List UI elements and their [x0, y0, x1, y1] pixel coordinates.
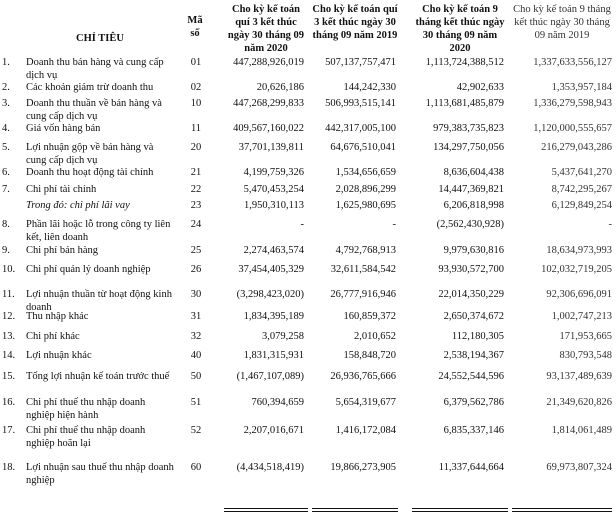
- value-9m-2020: 93,930,572,700: [438, 264, 504, 275]
- row-name: Chi phí bán hàng: [26, 245, 99, 256]
- value-9m-2020: 1,113,724,388,512: [425, 57, 504, 68]
- row-code: 31: [190, 311, 202, 322]
- row-number: 13.: [2, 331, 16, 342]
- value-9m-2019: 92,306,696,091: [546, 289, 612, 300]
- value-q3-2020: 3,079,258: [262, 331, 304, 342]
- value-9m-2019: 1,353,957,184: [551, 82, 612, 93]
- row-number: 2.: [2, 82, 10, 93]
- row-name: Chi phí quản lý doanh nghiệp: [26, 264, 151, 275]
- row-code: 11: [190, 123, 202, 134]
- value-9m-2019: 1,337,633,556,127: [533, 57, 612, 68]
- value-q3-2019: 442,317,005,100: [325, 123, 396, 134]
- value-9m-2020: 42,902,633: [456, 82, 504, 93]
- value-9m-2019: 21,349,620,826: [546, 397, 612, 408]
- value-q3-2019: 506,993,515,141: [325, 98, 396, 109]
- value-q3-2019: 64,676,510,041: [330, 142, 396, 153]
- value-q3-2020: 5,470,453,254: [243, 184, 304, 195]
- total-line-col4b: [512, 511, 612, 512]
- value-9m-2020: 22,014,350,229: [438, 289, 504, 300]
- value-9m-2020: (2,562,430,928): [436, 219, 504, 230]
- row-code: 02: [190, 82, 202, 93]
- row-code: 01: [190, 57, 202, 68]
- row-number: 12.: [2, 311, 16, 322]
- value-9m-2019: 8,742,295,267: [551, 184, 612, 195]
- value-q3-2020: 4,199,759,326: [243, 167, 304, 178]
- row-name: Chi phí thuế thu nhập doanh nghiệp hiện hành: [26, 397, 146, 421]
- row-name: Lợi nhuận khác: [26, 350, 92, 361]
- value-9m-2019: 5,437,641,270: [551, 167, 612, 178]
- value-9m-2020: 134,297,750,056: [433, 142, 504, 153]
- value-q3-2020: (1,467,107,089): [236, 371, 304, 382]
- value-q3-2019: 144,242,330: [343, 82, 396, 93]
- value-9m-2020: 14,447,369,821: [438, 184, 504, 195]
- value-q3-2020: 409,567,160,022: [233, 123, 304, 134]
- row-code: 22: [190, 184, 202, 195]
- value-q3-2020: 1,831,315,931: [243, 350, 304, 361]
- value-q3-2019: 507,137,757,471: [325, 57, 396, 68]
- row-number: 3.: [2, 98, 10, 109]
- value-q3-2020: 760,394,659: [251, 397, 304, 408]
- header-col4: Cho kỳ kế toán 9 tháng kết thúc ngày 30 tháng 09 năm 2019: [513, 4, 611, 41]
- row-number: 8.: [2, 219, 10, 230]
- total-line-col4: [512, 508, 612, 509]
- value-q3-2020: -: [300, 219, 304, 230]
- value-9m-2019: 171,953,665: [559, 331, 612, 342]
- value-9m-2020: 1,113,681,485,879: [425, 98, 504, 109]
- row-name: Lợi nhuận thuần từ hoạt động kinh doanh: [26, 289, 172, 313]
- row-code: 52: [190, 425, 202, 436]
- value-9m-2019: 93,137,489,639: [546, 371, 612, 382]
- value-q3-2019: 1,625,980,695: [335, 200, 396, 211]
- value-9m-2020: 112,180,305: [451, 331, 504, 342]
- value-q3-2019: 2,028,896,299: [335, 184, 396, 195]
- row-number: 1.: [2, 57, 10, 68]
- value-9m-2019: 1,002,747,213: [551, 311, 612, 322]
- value-9m-2020: 24,552,544,596: [438, 371, 504, 382]
- value-9m-2020: 11,337,644,664: [438, 462, 504, 473]
- value-9m-2019: 216,279,043,286: [541, 142, 612, 153]
- value-q3-2019: 26,777,916,946: [330, 289, 396, 300]
- value-q3-2020: 447,288,926,019: [233, 57, 304, 68]
- row-code: 10: [190, 98, 202, 109]
- value-9m-2019: 830,793,548: [559, 350, 612, 361]
- value-q3-2019: 1,416,172,084: [335, 425, 396, 436]
- header-col2: Cho kỳ kế toán quí 3 kết thúc ngày 30 tháng 09 năm 2019: [312, 4, 398, 41]
- value-q3-2019: 2,010,652: [354, 331, 396, 342]
- row-name: Chi phí khác: [26, 331, 80, 342]
- value-q3-2020: (3,298,423,020): [236, 289, 304, 300]
- value-9m-2019: 69,973,807,324: [546, 462, 612, 473]
- row-name: Trong đó: chi phí lãi vay: [26, 200, 130, 211]
- row-code: 21: [190, 167, 202, 178]
- value-9m-2020: 6,835,337,146: [443, 425, 504, 436]
- value-9m-2019: -: [608, 219, 612, 230]
- row-number: 16.: [2, 397, 16, 408]
- value-9m-2019: 1,120,000,555,657: [533, 123, 612, 134]
- value-q3-2019: 1,534,656,659: [335, 167, 396, 178]
- value-q3-2020: 2,274,463,574: [243, 245, 304, 256]
- value-q3-2019: 32,611,584,542: [330, 264, 396, 275]
- value-9m-2019: 1,336,279,598,943: [533, 98, 612, 109]
- row-name: Doanh thu hoạt động tài chính: [26, 167, 154, 178]
- row-code: 50: [190, 371, 202, 382]
- value-9m-2020: 8,636,604,438: [443, 167, 504, 178]
- value-9m-2020: 6,206,818,998: [443, 200, 504, 211]
- row-name: Doanh thu bán hàng và cung cấp dịch vụ: [26, 57, 164, 81]
- value-9m-2020: 2,650,374,672: [443, 311, 504, 322]
- row-code: 32: [190, 331, 202, 342]
- row-number: 18.: [2, 462, 16, 473]
- value-q3-2019: 19,866,273,905: [330, 462, 396, 473]
- value-q3-2020: 1,834,395,189: [243, 311, 304, 322]
- total-line-col1b: [224, 511, 308, 512]
- row-number: 6.: [2, 167, 10, 178]
- value-q3-2020: 1,950,310,113: [244, 200, 304, 211]
- row-number: 10.: [2, 264, 16, 275]
- value-q3-2020: (4,434,518,419): [236, 462, 304, 473]
- value-q3-2020: 2,207,016,671: [243, 425, 304, 436]
- total-line-col3b: [412, 511, 508, 512]
- header-chi-tieu: CHỈ TIÊU: [76, 33, 124, 44]
- value-9m-2019: 6,129,849,254: [551, 200, 612, 211]
- value-9m-2020: 979,383,735,823: [433, 123, 504, 134]
- value-q3-2019: 26,936,765,666: [330, 371, 396, 382]
- row-number: 15.: [2, 371, 16, 382]
- row-code: 30: [190, 289, 202, 300]
- value-q3-2020: 447,268,299,833: [233, 98, 304, 109]
- total-line-col2: [312, 508, 398, 509]
- row-name: Lợi nhuận gộp về bán hàng và cung cấp dịch vụ: [26, 142, 154, 166]
- row-name: Giá vốn hàng bán: [26, 123, 101, 134]
- header-ma-so: Mã số: [187, 15, 203, 39]
- row-name: Lợi nhuận sau thuế thu nhập doanh nghiệp: [26, 462, 174, 486]
- value-9m-2020: 9,979,630,816: [443, 245, 504, 256]
- row-name: Tổng lợi nhuận kế toán trước thuế: [26, 371, 170, 382]
- value-q3-2019: 158,848,720: [343, 350, 396, 361]
- value-q3-2019: 160,859,372: [343, 311, 396, 322]
- row-number: 9.: [2, 245, 10, 256]
- row-number: 5.: [2, 142, 10, 153]
- value-9m-2019: 1,814,061,489: [551, 425, 612, 436]
- header-col1: Cho kỳ kế toán quí 3 kết thúc ngày 30 tháng 09 năm 2020: [227, 4, 305, 54]
- row-number: 4.: [2, 123, 10, 134]
- row-code: 23: [190, 200, 202, 211]
- row-name: Chi phí thuế thu nhập doanh nghiệp hoãn lại: [26, 425, 146, 449]
- row-code: 20: [190, 142, 202, 153]
- value-9m-2019: 18,634,973,993: [546, 245, 612, 256]
- row-number: 7.: [2, 184, 10, 195]
- row-name: Thu nhập khác: [26, 311, 89, 322]
- total-line-col2b: [312, 511, 398, 512]
- row-number: 14.: [2, 350, 16, 361]
- row-code: 25: [190, 245, 202, 256]
- row-code: 40: [190, 350, 202, 361]
- row-name: Chi phí tài chính: [26, 184, 97, 195]
- row-code: 60: [190, 462, 202, 473]
- value-q3-2020: 37,701,139,811: [238, 142, 304, 153]
- row-name: Doanh thu thuần về bán hàng và cung cấp dịch vụ: [26, 98, 162, 122]
- value-9m-2019: 102,032,719,205: [541, 264, 612, 275]
- value-9m-2020: 2,538,194,367: [443, 350, 504, 361]
- row-number: 11.: [2, 289, 15, 300]
- row-code: 24: [190, 219, 202, 230]
- value-q3-2020: 37,454,405,329: [238, 264, 304, 275]
- row-name: Các khoản giảm trừ doanh thu: [26, 82, 154, 93]
- row-code: 51: [190, 397, 202, 408]
- value-q3-2019: 5,654,319,677: [335, 397, 396, 408]
- value-q3-2019: 4,792,768,913: [335, 245, 396, 256]
- value-9m-2020: 6,379,562,786: [443, 397, 504, 408]
- total-line-col1: [224, 508, 308, 509]
- total-line-col3: [412, 508, 508, 509]
- value-q3-2019: -: [392, 219, 396, 230]
- row-number: 17.: [2, 425, 16, 436]
- value-q3-2020: 20,626,186: [256, 82, 304, 93]
- row-code: 26: [190, 264, 202, 275]
- row-name: Phần lãi hoặc lỗ trong công ty liên kết, liên doanh: [26, 219, 171, 243]
- header-col3: Cho kỳ kế toán 9 tháng kết thúc ngày 30 tháng 09 năm 2020: [415, 4, 505, 54]
